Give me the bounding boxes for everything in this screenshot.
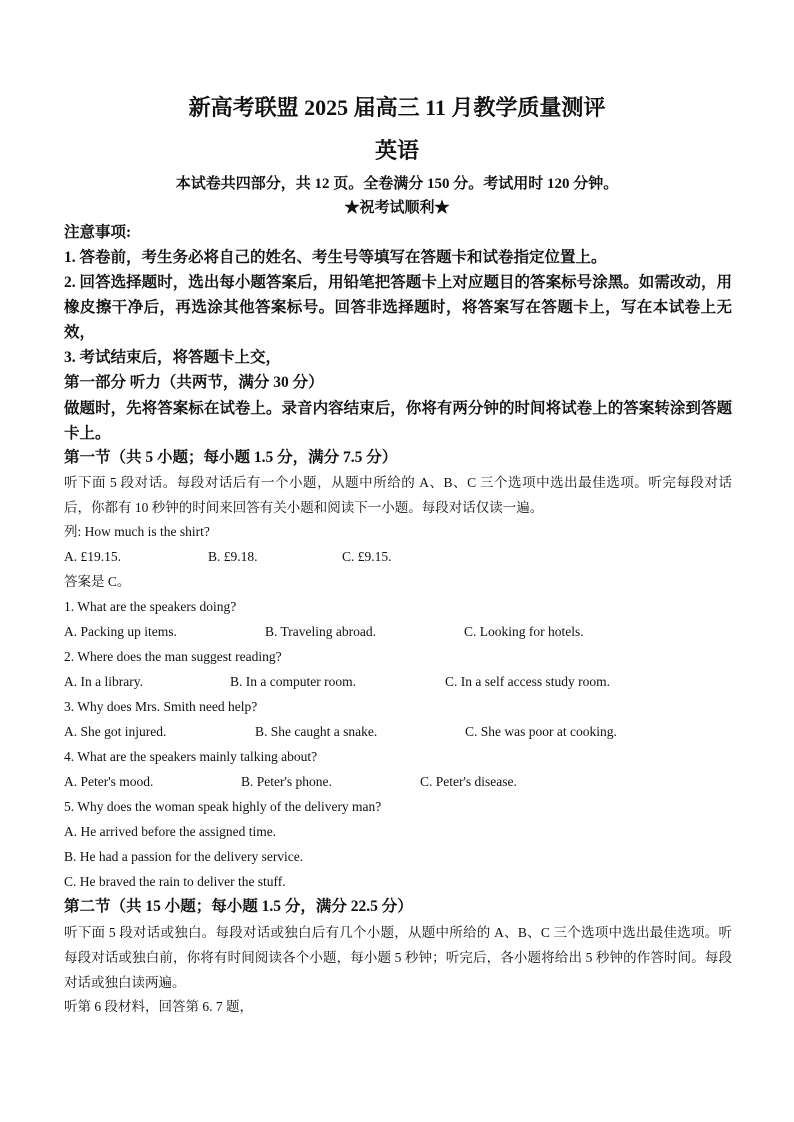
option-b: B. She caught a snake. (255, 724, 378, 739)
option-a: A. £19.15. (64, 549, 121, 564)
option-b: B. In a computer room. (230, 674, 356, 689)
question-2: 2. Where does the man suggest reading? (64, 649, 282, 664)
example-question: 列: How much is the shirt? (64, 524, 210, 539)
option-a: A. Peter's mood. (64, 774, 154, 789)
option-b: B. Traveling abroad. (265, 624, 376, 639)
section1-instruction: 听下面 5 段对话。每段对话后有一个小题，从题中所给的 A、B、C 三个选项中选出最佳选项。听完每段对话后，你都有 10 秒钟的时间来回答有关小题和阅读下一小题。每段对话仅读一遍。 (64, 475, 732, 515)
section2-instruction: 听下面 5 段对话或独白。每段对话或独白后有几个小题，从题中所给的 A、B、C 三个选项中选出最佳选项。听每段对话或独白前，你将有时间阅读各个小题，每小题 5 秒钟；听完后，各小题将给出 5 秒钟的作答时间。每段对话或独白读两遍。 (64, 925, 732, 990)
option-c: C. In a self access study room. (445, 674, 610, 689)
part1-heading: 第一部分 听力（共两节，满分 30 分） (64, 374, 324, 391)
option-a: A. Packing up items. (64, 624, 177, 639)
question-5: 5. Why does the woman speak highly of the delivery man? (64, 799, 382, 814)
notice-item-1: 1. 答卷前，考生务必将自己的姓名、考生号等填写在答题卡和试卷指定位置上。 (64, 249, 607, 266)
option-a: A. In a library. (64, 674, 143, 689)
option-b: B. £9.18. (208, 549, 258, 564)
question-5-option-b: B. He had a passion for the delivery service. (64, 849, 304, 864)
option-c: C. She was poor at cooking. (465, 724, 617, 739)
example-answer: 答案是 C。 (64, 574, 131, 589)
option-c: C. Peter's disease. (420, 774, 517, 789)
part1-instruction: 做题时，先将答案标在试卷上。录音内容结束后，你将有两分钟的时间将试卷上的答案转涂到答题卡上。 (64, 400, 732, 442)
section1-heading: 第一节（共 5 小题；每小题 1.5 分，满分 7.5 分） (64, 449, 398, 466)
exam-title: 新高考联盟 2025 届高三 11 月教学质量测评 (188, 95, 606, 120)
question-1: 1. What are the speakers doing? (64, 599, 237, 614)
section2-heading: 第二节（共 15 小题；每小题 1.5 分，满分 22.5 分） (64, 898, 413, 915)
option-b: B. Peter's phone. (241, 774, 332, 789)
question-5-option-a: A. He arrived before the assigned time. (64, 824, 277, 839)
section2-note: 听第 6 段材料，回答第 6. 7 题， (64, 999, 253, 1014)
notice-item-3: 3. 考试结束后，将答题卡上交， (64, 349, 282, 366)
notice-heading: 注意事项: (64, 224, 132, 241)
question-4: 4. What are the speakers mainly talking about? (64, 749, 318, 764)
option-c: C. £9.15. (342, 549, 392, 564)
subject-title: 英语 (374, 138, 419, 163)
exam-info: 本试卷共四部分，共 12 页。全卷满分 150 分。考试用时 120 分钟。 (175, 176, 619, 192)
question-3: 3. Why does Mrs. Smith need help? (64, 699, 258, 714)
option-a: A. She got injured. (64, 724, 167, 739)
notice-item-2: 2. 回答选择题时，选出每小题答案后，用铅笔把答题卡上对应题目的答案标号涂黑。如需改动，用橡皮擦干净后，再选涂其他答案标号。回答非选择题时，将答案写在答题卡上，写在本试卷上无效， (64, 274, 732, 341)
question-5-option-c: C. He braved the rain to deliver the stuff. (64, 874, 286, 889)
good-luck-line: ★祝考试顺利★ (344, 200, 450, 216)
option-c: C. Looking for hotels. (464, 624, 584, 639)
